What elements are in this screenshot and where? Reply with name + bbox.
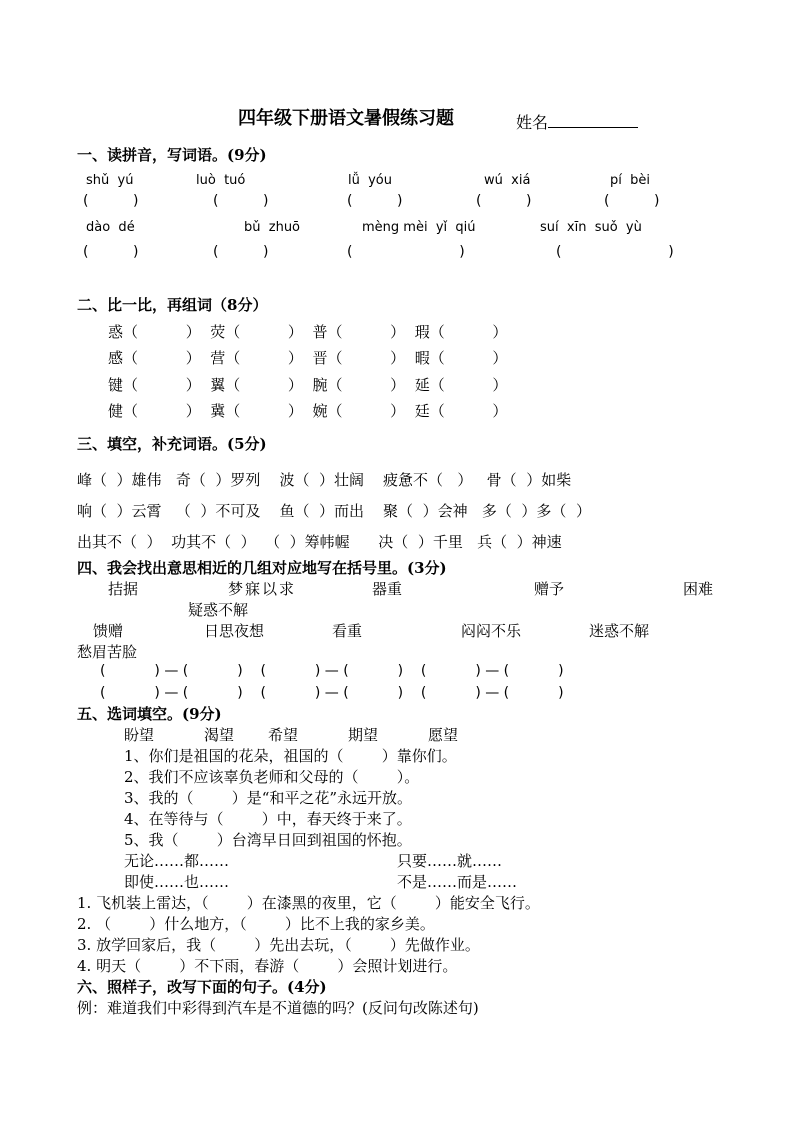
fill-item-4: 4、在等待与（ ）中，春天终于来了。 xyxy=(124,810,412,828)
idiom-line-3: 出其不（ ） 功其不（ ） （ ）筹帏幄 决（ ）千里 兵（ ）神速 xyxy=(77,533,562,551)
section5-heading: 五、选词填空。(9分) xyxy=(77,705,222,723)
pinyin-6: dào dé xyxy=(86,220,135,235)
word-7: 馈赠 xyxy=(93,622,124,640)
word-2: 梦寐以求 xyxy=(228,580,297,598)
fill-item-1: 1、你们是祖国的花朵，祖国的（ ）靠你们。 xyxy=(124,747,457,765)
section1-heading: 一、读拼音，写词语。(9分) xyxy=(77,146,267,164)
word-4: 赠予 xyxy=(534,580,565,598)
conj-item-3: 3. 放学回家后，我（ ）先出去玩，（ ）先做作业。 xyxy=(77,936,480,954)
name-label: 姓名 xyxy=(516,111,638,132)
answer-paren[interactable]: ( ) xyxy=(83,244,139,260)
answer-paren[interactable]: ( ) xyxy=(213,244,269,260)
section2-heading: 二、比一比，再组词（8分） xyxy=(77,296,268,314)
choice-word-5: 愿望 xyxy=(428,726,459,744)
compare-row-2: 感（ ） 营（ ） 晋（ ） 暇（ ） xyxy=(108,349,508,367)
conj-item-1: 1. 飞机装上雷达，（ ）在漆黑的夜里，它（ ）能安全飞行。 xyxy=(77,894,540,912)
pair-row-2[interactable]: ( ) — ( ) ( ) — ( ) ( ) — ( ) xyxy=(100,685,564,701)
conj-item-4: 4. 明天（ ）不下雨，春游（ ）会照计划进行。 xyxy=(77,957,458,975)
pinyin-1: shǔ yú xyxy=(86,173,134,188)
pinyin-2: luò tuó xyxy=(196,173,246,188)
answer-paren[interactable]: ( ) xyxy=(347,244,465,260)
compare-row-3: 键（ ） 翼（ ） 腕（ ） 延（ ） xyxy=(108,376,508,394)
compare-row-1: 惑（ ） 荧（ ） 普（ ） 瑕（ ） xyxy=(108,323,508,341)
word-12: 愁眉苦脸 xyxy=(77,643,138,661)
conj-1: 无论……都…… xyxy=(124,852,230,870)
rewrite-example: 例：难道我们中彩得到汽车是不道德的吗？(反问句改陈述句) xyxy=(77,999,479,1017)
section3-heading: 三、填空，补充词语。(5分) xyxy=(77,435,267,453)
name-blank[interactable] xyxy=(548,111,638,128)
conj-3: 即使……也…… xyxy=(124,873,230,891)
fill-item-2: 2、我们不应该辜负老师和父母的（ ）。 xyxy=(124,768,420,786)
conj-4: 不是……而是…… xyxy=(397,873,518,891)
fill-item-3: 3、我的（ ）是“和平之花”永远开放。 xyxy=(124,789,413,807)
page-title: 四年级下册语文暑假练习题 xyxy=(238,108,454,129)
answer-paren[interactable]: ( ) xyxy=(213,193,269,209)
conj-2: 只要……就…… xyxy=(397,852,503,870)
idiom-line-1: 峰（ ）雄伟 奇（ ）罗列 波（ ）壮阔 疲惫不（ ） 骨（ ）如柴 xyxy=(77,471,572,489)
choice-word-1: 盼望 xyxy=(124,726,155,744)
section6-heading: 六、照样子，改写下面的句子。(4分) xyxy=(77,978,327,996)
compare-row-4: 健（ ） 冀（ ） 婉（ ） 廷（ ） xyxy=(108,402,508,420)
word-3: 器重 xyxy=(372,580,403,598)
word-9: 看重 xyxy=(332,622,363,640)
pinyin-3: lǚ yóu xyxy=(348,173,393,188)
pinyin-5: pí bèi xyxy=(610,173,650,188)
word-5: 困难 xyxy=(683,580,714,598)
pinyin-4: wú xiá xyxy=(484,173,531,188)
answer-paren[interactable]: ( ) xyxy=(556,244,674,260)
idiom-line-2: 响（ ）云霄 （ ）不可及 鱼（ ）而出 聚（ ）会神 多（ ）多（ ） xyxy=(77,502,591,520)
choice-word-3: 希望 xyxy=(268,726,299,744)
word-8: 日思夜想 xyxy=(204,622,265,640)
word-6: 疑惑不解 xyxy=(188,601,249,619)
pinyin-8: mèng mèi yǐ qiú xyxy=(362,220,476,235)
conj-item-2: 2. （ ）什么地方，（ ）比不上我的家乡美。 xyxy=(77,915,435,933)
pair-row-1[interactable]: ( ) — ( ) ( ) — ( ) ( ) — ( ) xyxy=(100,663,564,679)
pinyin-9: suí xīn suǒ yù xyxy=(540,220,642,235)
answer-paren[interactable]: ( ) xyxy=(347,193,403,209)
word-1: 拮据 xyxy=(108,580,139,598)
choice-word-4: 期望 xyxy=(348,726,379,744)
section4-heading: 四、我会找出意思相近的几组对应地写在括号里。(3分) xyxy=(77,559,447,577)
answer-paren[interactable]: ( ) xyxy=(476,193,532,209)
pinyin-7: bǔ zhuō xyxy=(244,220,301,235)
answer-paren[interactable]: ( ) xyxy=(83,193,139,209)
word-11: 迷惑不解 xyxy=(589,622,650,640)
word-10: 闷闷不乐 xyxy=(461,622,522,640)
choice-word-2: 渴望 xyxy=(204,726,235,744)
answer-paren[interactable]: ( ) xyxy=(604,193,660,209)
fill-item-5: 5、我（ ）台湾早日回到祖国的怀抱。 xyxy=(124,831,412,849)
